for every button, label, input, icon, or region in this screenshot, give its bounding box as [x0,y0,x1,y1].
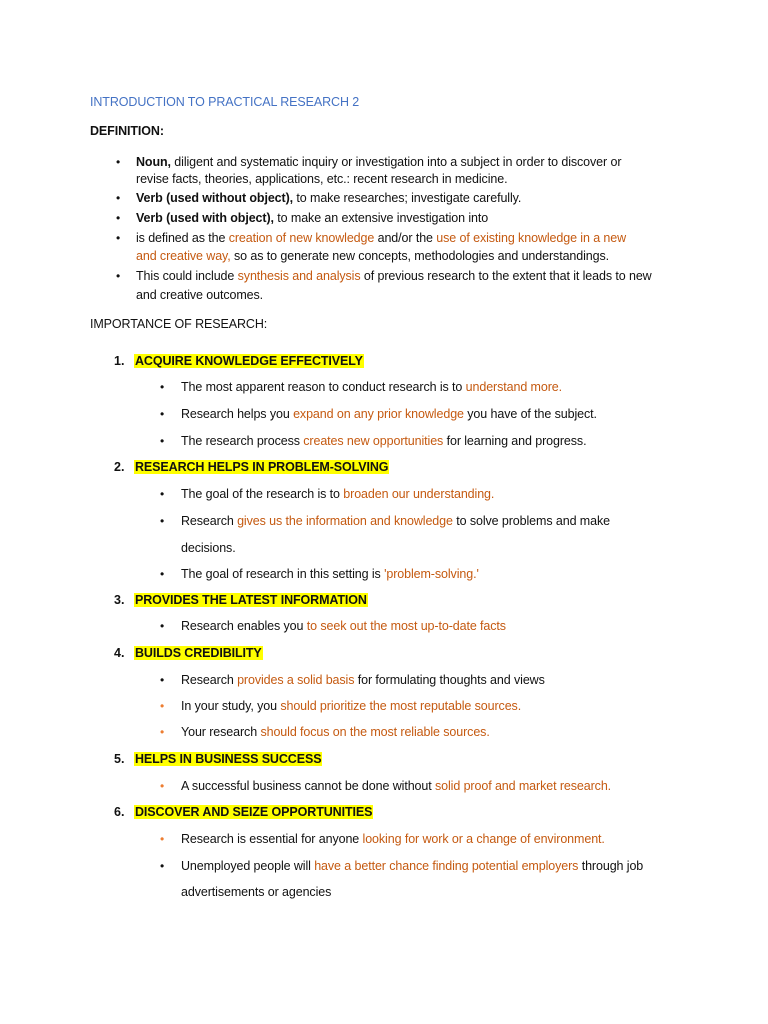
definition-item-noun-cont: revise facts, theories, applications, etc.: recent research in medicine. [136,172,508,186]
bullet-icon: • [116,155,121,169]
list-item: Research enables you to seek out the most up-to-date facts [181,619,506,633]
bullet-icon: • [160,859,165,873]
section-number: 5. [114,752,125,766]
definition-item-verb-without: Verb (used without object), to make researches; investigate carefully. [136,191,522,205]
section-heading-acquire-knowledge: ACQUIRE KNOWLEDGE EFFECTIVELY [135,354,363,368]
section-number: 6. [114,805,125,819]
section-number: 1. [114,354,125,368]
bullet-icon: • [160,380,165,394]
bullet-icon: • [160,619,165,633]
document-title: INTRODUCTION TO PRACTICAL RESEARCH 2 [90,95,360,109]
list-item: Research is essential for anyone looking for work or a change of environment. [181,832,605,846]
bullet-icon: • [160,407,165,421]
bullet-icon: • [160,673,165,687]
definition-heading: DEFINITION: [90,124,164,138]
list-item: The goal of research in this setting is 'problem-solving.' [181,567,479,581]
list-item: Your research should focus on the most reliable sources. [181,725,490,739]
list-item: Research provides a solid basis for formulating thoughts and views [181,673,545,687]
section-number: 4. [114,646,125,660]
bullet-icon: • [160,487,165,501]
list-item: The research process creates new opportunities for learning and progress. [181,434,587,448]
definition-item-synthesis-cont: and creative outcomes. [136,288,264,302]
definition-item-defined-cont: and creative way, so as to generate new concepts, methodologies and understandings. [136,249,610,263]
list-item: The most apparent reason to conduct research is to understand more. [181,380,563,394]
section-heading-problem-solving: RESEARCH HELPS IN PROBLEM-SOLVING [135,460,389,474]
section-heading-credibility: BUILDS CREDIBILITY [135,646,262,660]
definition-item-noun: Noun, diligent and systematic inquiry or investigation into a subject in order to discover or [136,155,622,169]
list-item-cont: decisions. [181,541,236,555]
importance-heading: IMPORTANCE OF RESEARCH: [90,317,268,331]
list-item: Unemployed people will have a better chance finding potential employers through job [181,859,644,873]
definition-item-defined: is defined as the creation of new knowledge and/or the use of existing knowledge in a new [136,231,627,245]
bullet-icon: • [116,269,121,283]
bullet-icon: • [160,832,165,846]
bullet-icon: • [160,434,165,448]
bullet-icon: • [160,514,165,528]
definition-item-synthesis: This could include synthesis and analysis of previous research to the extent that it leads to new [136,269,652,283]
bullet-icon: • [160,699,165,713]
definition-item-verb-with: Verb (used with object), to make an extensive investigation into [136,211,489,225]
section-heading-business-success: HELPS IN BUSINESS SUCCESS [135,752,322,766]
list-item: Research gives us the information and knowledge to solve problems and make [181,514,610,528]
section-heading-opportunities: DISCOVER AND SEIZE OPPORTUNITIES [135,805,373,819]
bullet-icon: • [160,567,165,581]
bullet-icon: • [160,725,165,739]
list-item-cont: advertisements or agencies [181,885,332,899]
list-item: A successful business cannot be done without solid proof and market research. [181,779,612,793]
section-number: 2. [114,460,125,474]
list-item: Research helps you expand on any prior knowledge you have of the subject. [181,407,597,421]
bullet-icon: • [116,231,121,245]
list-item: In your study, you should prioritize the most reputable sources. [181,699,522,713]
section-number: 3. [114,593,125,607]
list-item: The goal of the research is to broaden our understanding. [181,487,495,501]
bullet-icon: • [160,779,165,793]
bullet-icon: • [116,191,121,205]
bullet-icon: • [116,211,121,225]
section-heading-latest-information: PROVIDES THE LATEST INFORMATION [135,593,367,607]
